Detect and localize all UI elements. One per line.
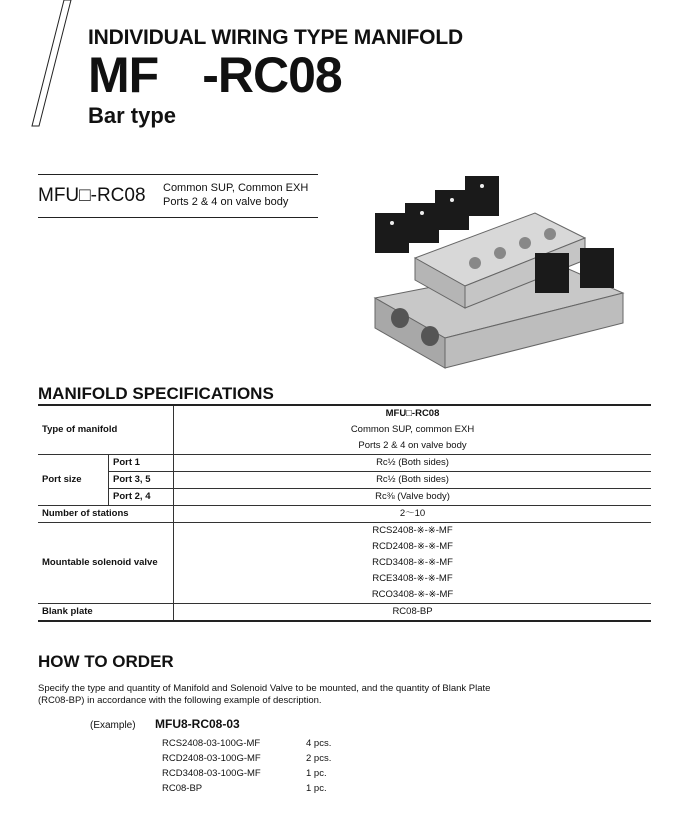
table-row (38, 472, 651, 489)
order-item-part: RC08-BP (162, 783, 203, 794)
decorative-slash (0, 0, 80, 130)
order-item-qty: 2 pcs. (306, 753, 332, 764)
order-title: HOW TO ORDER (38, 652, 174, 671)
manifold-photo (355, 168, 635, 373)
port-label: Port 3, 5 (109, 472, 174, 489)
valve-value: RCO3408-※-※-MF (174, 587, 652, 604)
order-item-qty: 1 pc. (306, 768, 327, 779)
port-value: Rc½ (Both sides) (174, 455, 652, 472)
example-model: MFU8-RC08-03 (155, 717, 240, 731)
port-value: Rc⅜ (Valve body) (174, 489, 652, 506)
valve-value: RCD3408-※-※-MF (372, 557, 453, 568)
type-value: Common SUP, common EXH (350, 424, 475, 435)
header-value: MFU□-RC08 (174, 405, 652, 422)
table-row (38, 405, 651, 422)
specs-table (38, 404, 651, 622)
order-item-qty: 4 pcs. (306, 738, 332, 749)
stations-label: Number of stations (38, 506, 174, 523)
order-item-qty: 1 pc. (306, 783, 327, 794)
table-row (38, 506, 651, 523)
valve-value: RCE3408-※-※-MF (372, 573, 453, 584)
port-value: Rc½ (Both sides) (174, 472, 652, 489)
valve-value: RCS2408-※-※-MF (174, 523, 652, 540)
example-label: (Example) (90, 720, 136, 731)
page-title (88, 46, 342, 104)
valve-label: Mountable solenoid valve (38, 523, 174, 604)
type-of-manifold-label: Type of manifold (38, 405, 174, 455)
blank-plate-value: RC08-BP (174, 604, 652, 622)
table-row (38, 489, 651, 506)
model-box (38, 174, 318, 218)
model-suffix: -RC08 (202, 47, 342, 103)
model-prefix: MF (88, 47, 159, 103)
order-item-part: RCD2408-03-100G-MF (162, 753, 261, 764)
type-value: Ports 2 & 4 on valve body (174, 438, 652, 455)
port-size-label: Port size (38, 455, 109, 506)
order-intro: Specify the type and quantity of Manifold and Solenoid Valve to be mounted, and the quantity of Blank Plate (RC08-BP) in accordance with the following example of description. (38, 683, 491, 706)
order-item-part: RCD3408-03-100G-MF (162, 768, 261, 779)
valve-value: RCD2408-※-※-MF (372, 541, 453, 552)
blank-plate-label: Blank plate (38, 604, 174, 622)
table-row (38, 455, 651, 472)
port-label: Port 2, 4 (109, 489, 174, 506)
type-label: Bar type (88, 103, 177, 128)
model-description (163, 181, 308, 209)
table-row (38, 523, 651, 540)
order-item-part: RCS2408-03-100G-MF (162, 738, 261, 749)
port-label: Port 1 (109, 455, 174, 472)
model-desc-line2: Ports 2 & 4 on valve body (163, 196, 289, 208)
model-code: MFU□-RC08 (38, 185, 146, 206)
specs-title: MANIFOLD SPECIFICATIONS (38, 384, 274, 403)
model-desc-line1: Common SUP, Common EXH (163, 182, 309, 194)
table-row (38, 604, 651, 622)
page-subtitle: INDIVIDUAL WIRING TYPE MANIFOLD (88, 26, 463, 49)
stations-value: 2～10 (174, 506, 652, 523)
